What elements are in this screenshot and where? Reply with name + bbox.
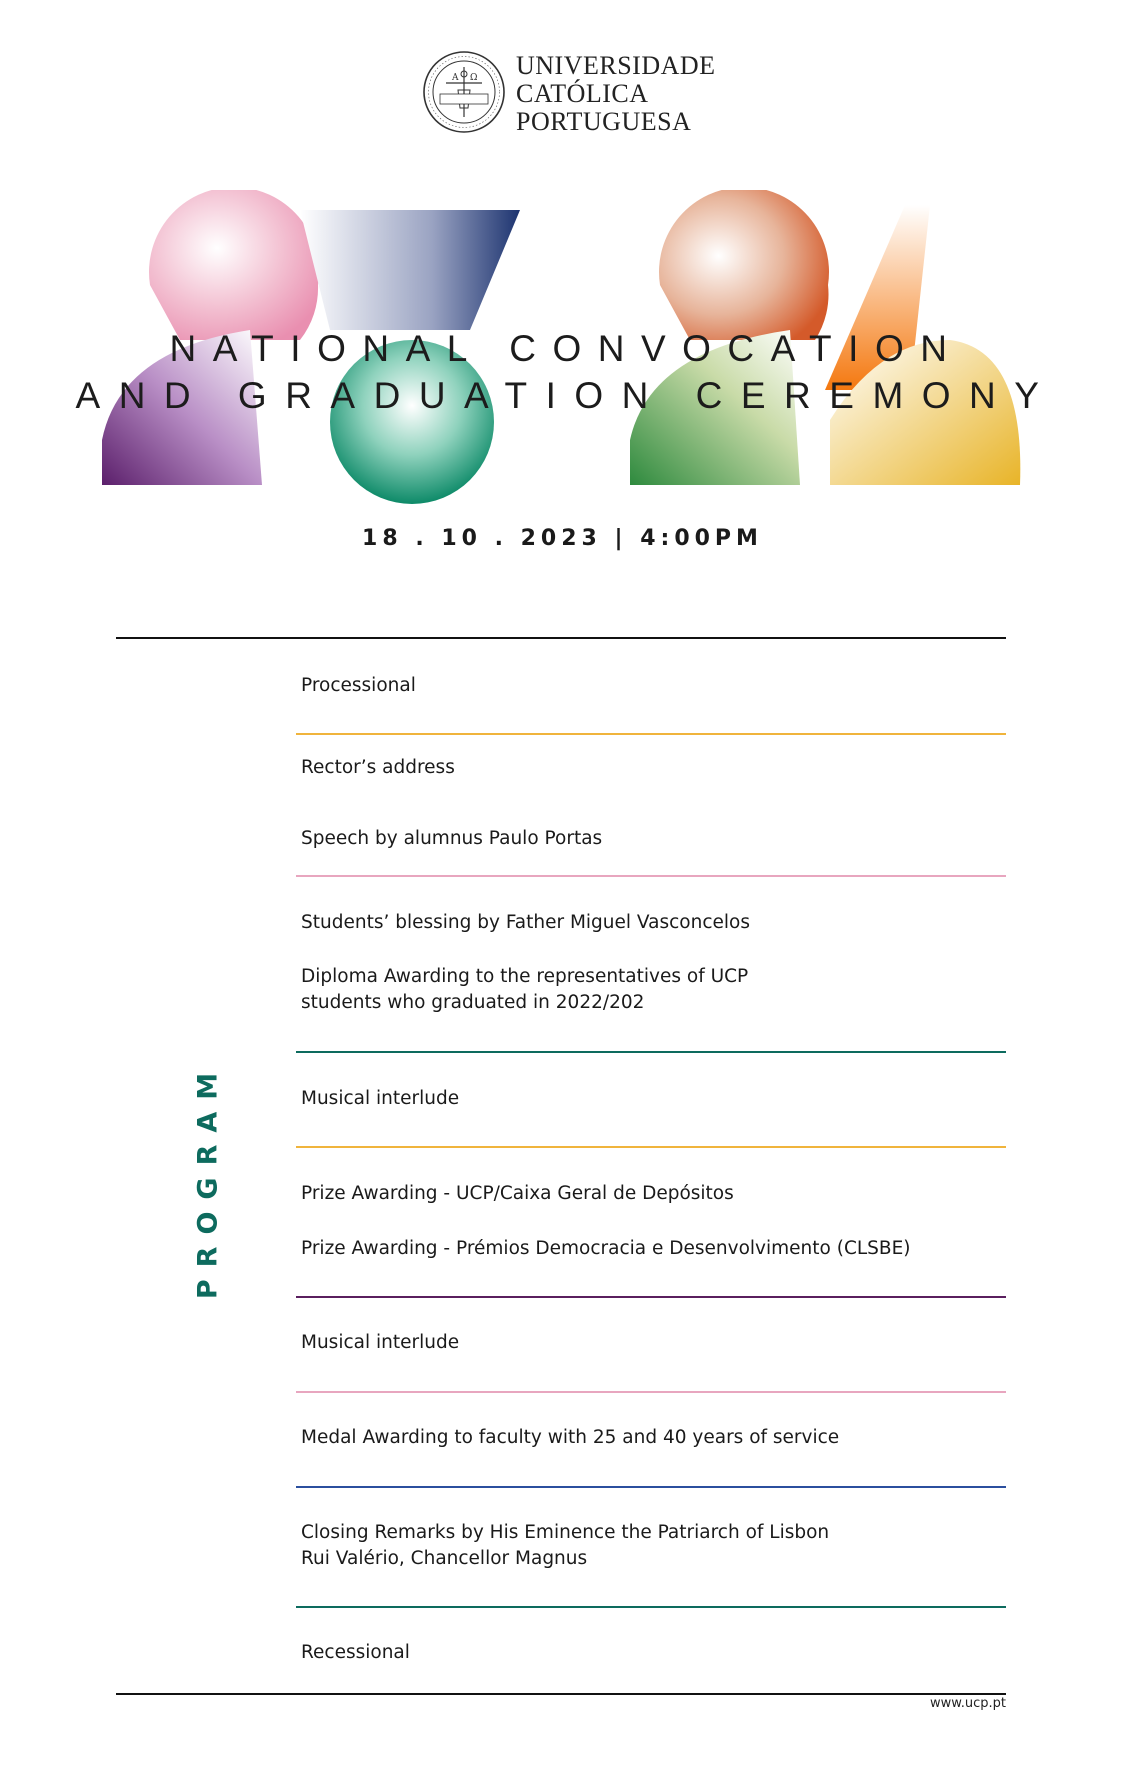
numeral-2b-top-shape bbox=[659, 190, 829, 340]
program-item-line: Students’ blessing by Father Miguel Vasconcelos bbox=[301, 912, 750, 933]
program-item bbox=[301, 1425, 1001, 1451]
program-item-line: Processional bbox=[301, 675, 416, 696]
program-item-line: Medal Awarding to faculty with 25 and 40 years of service bbox=[301, 1427, 840, 1448]
program-separator bbox=[296, 1486, 1006, 1488]
program-item bbox=[301, 673, 1001, 699]
program-item-line: Musical interlude bbox=[301, 1332, 460, 1353]
event-title-line-2: AND GRADUATION CEREMONY bbox=[75, 375, 1058, 416]
university-name-line-1: UNIVERSIDADE bbox=[516, 51, 716, 80]
numeral-3-top-shape bbox=[300, 210, 520, 330]
program-item-line: Rui Valério, Chancellor Magnus bbox=[301, 1548, 588, 1569]
program-heading-text: PROGRAM bbox=[192, 1060, 224, 1300]
website-link[interactable]: www.ucp.pt bbox=[930, 1696, 1006, 1711]
program-separator bbox=[296, 1051, 1006, 1053]
event-date-time: 18 . 10 . 2023 | 4:00PM bbox=[362, 526, 763, 551]
program-item bbox=[301, 755, 1001, 781]
program-separator bbox=[296, 875, 1006, 877]
program-item bbox=[301, 1330, 1001, 1356]
program-item bbox=[301, 910, 1001, 936]
university-seal-icon bbox=[422, 50, 506, 134]
program-item-line: Closing Remarks by His Eminence the Patriarch of Lisbon bbox=[301, 1522, 830, 1543]
program-item bbox=[301, 1086, 1001, 1112]
program-item bbox=[301, 964, 1001, 1016]
university-name-line-3: PORTUGUESA bbox=[516, 107, 692, 136]
university-name-line-2: CATÓLICA bbox=[516, 79, 649, 108]
program-item bbox=[301, 1236, 1001, 1262]
event-title-line-1: NATIONAL CONVOCATION bbox=[169, 328, 964, 369]
program-item-line: Prize Awarding - UCP/Caixa Geral de Depósitos bbox=[301, 1183, 734, 1204]
program-item-line: Recessional bbox=[301, 1642, 410, 1663]
program-item-line: Prize Awarding - Prémios Democracia e Desenvolvimento (CLSBE) bbox=[301, 1238, 911, 1259]
program-item-line: Speech by alumnus Paulo Portas bbox=[301, 828, 603, 849]
program-item-line: Rector’s address bbox=[301, 757, 455, 778]
program-separator bbox=[296, 1391, 1006, 1393]
program-item bbox=[301, 826, 1001, 852]
program-separator bbox=[296, 733, 1006, 735]
program-separator bbox=[296, 1606, 1006, 1608]
program-separator bbox=[296, 1296, 1006, 1298]
program-item-line: Diploma Awarding to the representatives of UCP bbox=[301, 966, 749, 987]
program-item bbox=[301, 1640, 1001, 1666]
svg-text:Ω: Ω bbox=[470, 73, 478, 83]
program-item bbox=[301, 1520, 1001, 1572]
program-top-rule bbox=[116, 637, 1006, 639]
program-item-line: Musical interlude bbox=[301, 1088, 460, 1109]
program-bottom-rule bbox=[116, 1693, 1006, 1695]
program-separator bbox=[296, 1146, 1006, 1148]
numeral-2-top-shape bbox=[149, 190, 319, 340]
program-item-line: students who graduated in 2022/202 bbox=[301, 992, 645, 1013]
university-logo bbox=[422, 50, 716, 136]
program-item bbox=[301, 1181, 1001, 1207]
university-name bbox=[516, 52, 716, 136]
hero-banner bbox=[0, 190, 1125, 510]
svg-text:A: A bbox=[452, 73, 459, 83]
